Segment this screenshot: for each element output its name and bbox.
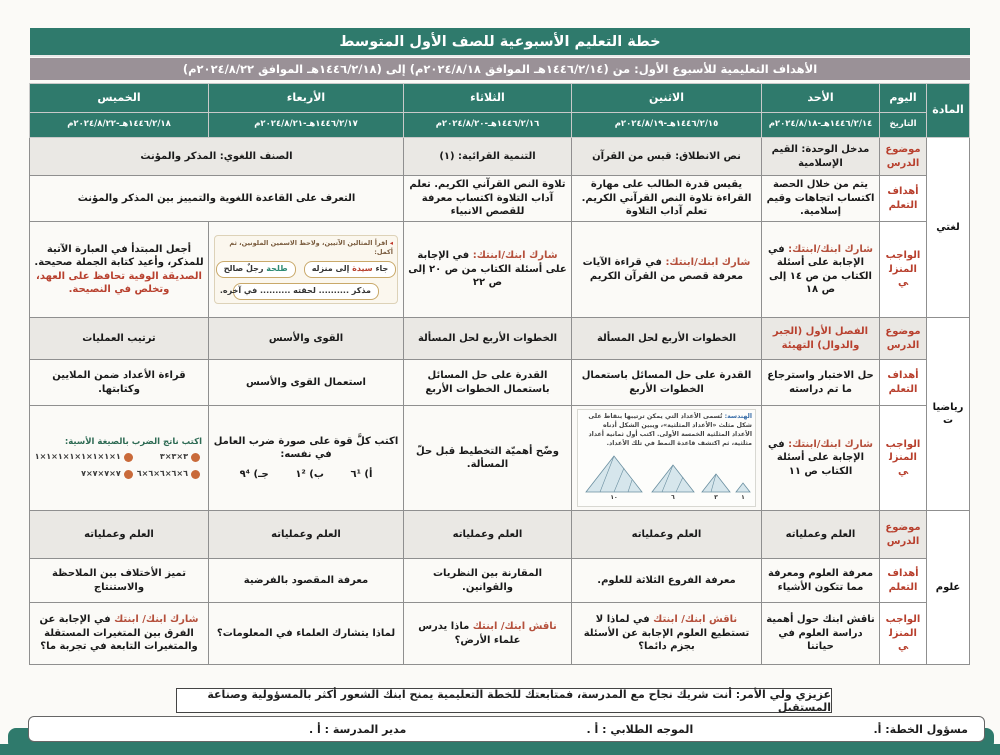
cell-science-topic-tue: العلم وعملياته [404, 511, 572, 559]
cell-math-hw-wed [209, 406, 404, 511]
cell-math-obj-wed: استعمال القوى والأسس [209, 360, 404, 406]
cell-science-obj-sun: معرفة العلوم ومعرفة مما تتكون الأشياء [762, 559, 880, 603]
header-date-wednesday: ١٤٤٦/٢/١٧هـ-٢٠٢٤/٨/٢١م [209, 113, 404, 138]
row-label-homework: الواجب المنزلي [880, 406, 927, 511]
item-number-badge [191, 470, 200, 479]
cell-arabic-hw-sun [762, 222, 880, 318]
weekly-plan-table [30, 83, 970, 665]
principal-signature: مدير المدرسة : أ . [309, 722, 407, 736]
cell-science-topic-wed: العلم وعملياته [209, 511, 404, 559]
exponent-exercise-title: اكتب ناتج الضرب بالصيغة الأسية: [64, 436, 202, 447]
cell-arabic-obj-wed-thu: التعرف على القاعدة اللغوية والتمييز بين المذكر والمؤنث [30, 176, 404, 222]
subject-science: علوم [927, 511, 970, 665]
homework-text: في قراءة الآيات معرفة قصص من القرآن الكريم [582, 257, 744, 282]
exercise-instruction: ◂ اقرأ المثالين الآتيين، ولاحظ الاسمين الملونين، ثم أكمل: [229, 239, 393, 257]
row-label-objectives: أهداف التعلم [880, 559, 927, 603]
cell-math-obj-tue: القدرة على حل المسائل باستعمال الخطوات الأربع [404, 360, 572, 406]
homework-text: أجعل المبتدأ في العبارة الآتية للمذكر، وأعيد كتابة الجملة صحيحة. [34, 243, 204, 268]
row-label-objectives: أهداف التعلم [880, 176, 927, 222]
homework-red-prefix: شارك ابنك/ابنتك: [788, 438, 874, 450]
homework-text: في الإجابة على أسئلة الكتاب من ص ١٤ إلى ص ١٨ [767, 243, 872, 295]
exponent-item: ١×١×١×١×١×١×١×١ [34, 452, 121, 462]
cell-arabic-hw-thu [30, 222, 209, 318]
header-day: اليوم [880, 84, 927, 113]
exponent-item: ٧×٧×٧×٧ [81, 469, 121, 479]
cell-arabic-obj-mon: يقيس قدرة الطالب على مهارة القراءة تلاوة النص القرآني الكريم. تعلم آداب التلاوة [572, 176, 762, 222]
cell-arabic-topic-wed-thu: الصنف اللغوي: المذكر والمؤنث [30, 138, 404, 176]
item-number-badge [124, 453, 133, 462]
geometry-text: تُسمى الأعداد التي يمكن ترتيبها بنقاط على شكل مثلث «الأعداد المثلثية»، ويبين الشكل أدناه الأعداد المثلثية الخمسة الأولى. اكتب أول ثمانية أعداد مثلثية، ثم اكتشف قاعدة النمط في تلك الأعداد. [588, 413, 752, 448]
subject-arabic: لغتي [927, 138, 970, 318]
cell-math-obj-mon: القدرة على حل المسائل باستعمال الخطوات الأربع [572, 360, 762, 406]
exercise-fill-line: مذكر .......... لحقته .......... في آخره. [233, 283, 379, 300]
exponent-exercise-items [34, 452, 204, 480]
cell-arabic-topic-tue: التنمية القرائية: (١) [404, 138, 572, 176]
cell-science-obj-wed: معرفة المقصود بالفرضية [209, 559, 404, 603]
header-date-monday: ١٤٤٦/٢/١٥هـ-٢٠٢٤/٨/١٩م [572, 113, 762, 138]
power-item: جـ) ٩⁴ [239, 468, 269, 480]
homework-red-prefix: شارك ابنك/ابنتك: [788, 243, 874, 255]
cell-arabic-obj-sun: يتم من خلال الحصة اكتساب اتجاهات وقيم إسلامية. [762, 176, 880, 222]
cell-science-hw-tue [404, 603, 572, 665]
cell-science-hw-wed: لماذا يتشارك العلماء في المعلومات؟ [209, 603, 404, 665]
student-advisor-signature: الموجه الطلابي : أ . [586, 722, 694, 736]
page-subtitle: الأهداف التعليمية للأسبوع الأول: من (١٤٤٦/٢/١٤هـ الموافق ٢٠٢٤/٨/١٨م) إلى (١٤٤٦/٢/١٨هـ الموافق ٢٠٢٤/٨/٢٢م) [30, 58, 970, 80]
cell-math-topic-sun: الفصل الأول (الجبر والدوال) التهيئة [762, 318, 880, 360]
cell-science-obj-mon: معرفة الفروع الثلاثة للعلوم. [572, 559, 762, 603]
row-label-objectives: أهداف التعلم [880, 360, 927, 406]
cell-arabic-hw-tue [404, 222, 572, 318]
row-label-homework: الواجب المنزلي [880, 222, 927, 318]
header-date-tuesday: ١٤٤٦/٢/١٦هـ-٢٠٢٤/٨/٢٠م [404, 113, 572, 138]
homework-red-prefix: شارك ابنك/ابنتك: [472, 250, 558, 262]
homework-text: في الإجابة على أسئلة الكتاب من ص ٢٠ إلى ص ٢٢ [408, 250, 567, 289]
subject-math: رياضيات [927, 318, 970, 511]
bottom-border-strip [0, 744, 1000, 755]
triangle-label: ١٠ [610, 493, 618, 500]
triangle-label: ١ [741, 493, 745, 500]
cell-math-topic-thu: ترتيب العمليات [30, 318, 209, 360]
header-day-tuesday: الثلاثاء [404, 84, 572, 113]
cell-arabic-topic-sun: مدخل الوحدة: القيم الإسلامية [762, 138, 880, 176]
power-item: ب) ١² [295, 468, 324, 480]
cell-arabic-hw-mon [572, 222, 762, 318]
header-subject: المادة [927, 84, 970, 138]
header-day-sunday: الأحد [762, 84, 880, 113]
power-item: أ) ٦¹ [350, 468, 373, 480]
homework-red-prefix: ناقش ابنك/ ابنتك [472, 621, 557, 632]
header-date: التاريخ [880, 113, 927, 138]
exponent-item: ٦×٦×٦×٦×٦ [136, 469, 188, 479]
homework-text: في الإجابة عن الفرق بين المتغيرات المستقلة والمتغيرات التابعة في تجربة ما؟ [39, 614, 198, 653]
cell-science-obj-thu: تميز الأختلاف بين الملاحظة والاستنتاج [30, 559, 209, 603]
cell-math-obj-sun: حل الاختبار واسترجاع ما تم دراسته [762, 360, 880, 406]
cell-arabic-hw-wed [209, 222, 404, 318]
exercise-example-1: جاء سيدة إلى منزله [304, 261, 397, 278]
parent-note: عزيزي ولي الأمر: أنت شريك نجاح مع المدرسة، فمتابعتك للخطة التعليمية يمنح ابنك الشعور أكثر بالمسؤولية وصناعة المستقبل [176, 688, 832, 713]
cell-science-hw-sun: ناقش ابنك حول أهمية دراسة العلوم في حياتنا [762, 603, 880, 665]
language-exercise-figure [214, 235, 398, 303]
homework-text: ماذا يدرس علماء الأرض؟ [418, 621, 521, 646]
header-day-wednesday: الأربعاء [209, 84, 404, 113]
triangular-numbers-figure [581, 450, 752, 505]
header-day-monday: الاثنين [572, 84, 762, 113]
header-date-sunday: ١٤٤٦/٢/١٤هـ-٢٠٢٤/٨/١٨م [762, 113, 880, 138]
cell-math-hw-mon [572, 406, 762, 511]
power-exercise-title: اكتب كلَّ قوة على صورة ضرب العامل في نفسه: [213, 435, 399, 461]
homework-red-sentence: الصديقة الوفية تحافظ على العهد، وتخلص في النصيحة. [36, 270, 202, 295]
page-title: خطة التعليم الأسبوعية للصف الأول المتوسط [30, 28, 970, 57]
exponent-item: ٣×٣×٣ [159, 452, 188, 462]
homework-red-prefix: شارك ابنك/ ابنتك [114, 614, 199, 626]
cell-math-hw-sun [762, 406, 880, 511]
item-number-badge [124, 470, 133, 479]
signature-bar [28, 716, 985, 742]
triangle-label: ٣ [714, 493, 718, 500]
row-label-homework: الواجب المنزلي [880, 603, 927, 665]
item-number-badge [191, 453, 200, 462]
cell-science-hw-mon [572, 603, 762, 665]
cell-math-obj-thu: قراءة الأعداد ضمن الملايين وكتابتها. [30, 360, 209, 406]
row-label-topic: موضوع الدرس [880, 318, 927, 360]
math-geometry-figure [577, 409, 756, 507]
homework-red-prefix: ناقش ابنك/ ابنتك [653, 614, 738, 626]
geometry-label: الهندسة: [724, 413, 752, 420]
plan-officer-signature: مسؤول الخطة: أ. [873, 722, 968, 736]
cell-math-topic-wed: القوى والأسس [209, 318, 404, 360]
cell-science-hw-thu [30, 603, 209, 665]
row-label-topic: موضوع الدرس [880, 511, 927, 559]
cell-arabic-obj-tue: تلاوة النص القرآني الكريم. تعلم آداب التلاوة اكتساب معرفة للقصص الانبياء [404, 176, 572, 222]
cell-science-topic-sun: العلم وعملياته [762, 511, 880, 559]
row-label-topic: موضوع الدرس [880, 138, 927, 176]
cell-science-topic-thu: العلم وعملياته [30, 511, 209, 559]
exercise-example-2: طلحة رجلٌ صالح [216, 261, 296, 278]
cell-math-topic-mon: الخطوات الأربع لحل المسألة [572, 318, 762, 360]
cell-math-hw-thu [30, 406, 209, 511]
cell-arabic-topic-mon: نص الانطلاق: قبس من القرآن [572, 138, 762, 176]
homework-red-prefix: شارك ابنك/ابنتك: [665, 257, 751, 268]
triangle-label: ٦ [671, 493, 675, 500]
exercise-bullet-icon: ◂ [389, 239, 393, 248]
homework-text: في لماذا لا تستطيع العلوم الإجابة عن الأسئلة بجزم دائما؟ [583, 614, 750, 653]
header-day-thursday: الخميس [30, 84, 209, 113]
cell-math-hw-tue: وضّح أهميّة التخطيط قبل حلّ المسألة. [404, 406, 572, 511]
cell-science-topic-mon: العلم وعملياته [572, 511, 762, 559]
homework-text: في الإجابة على أسئلة الكتاب ص ١١ [767, 438, 865, 477]
header-date-thursday: ١٤٤٦/٢/١٨هـ-٢٠٢٤/٨/٢٢م [30, 113, 209, 138]
cell-science-obj-tue: المقارنة بين النظريات والقوانين. [404, 559, 572, 603]
cell-math-topic-tue: الخطوات الأربع لحل المسألة [404, 318, 572, 360]
